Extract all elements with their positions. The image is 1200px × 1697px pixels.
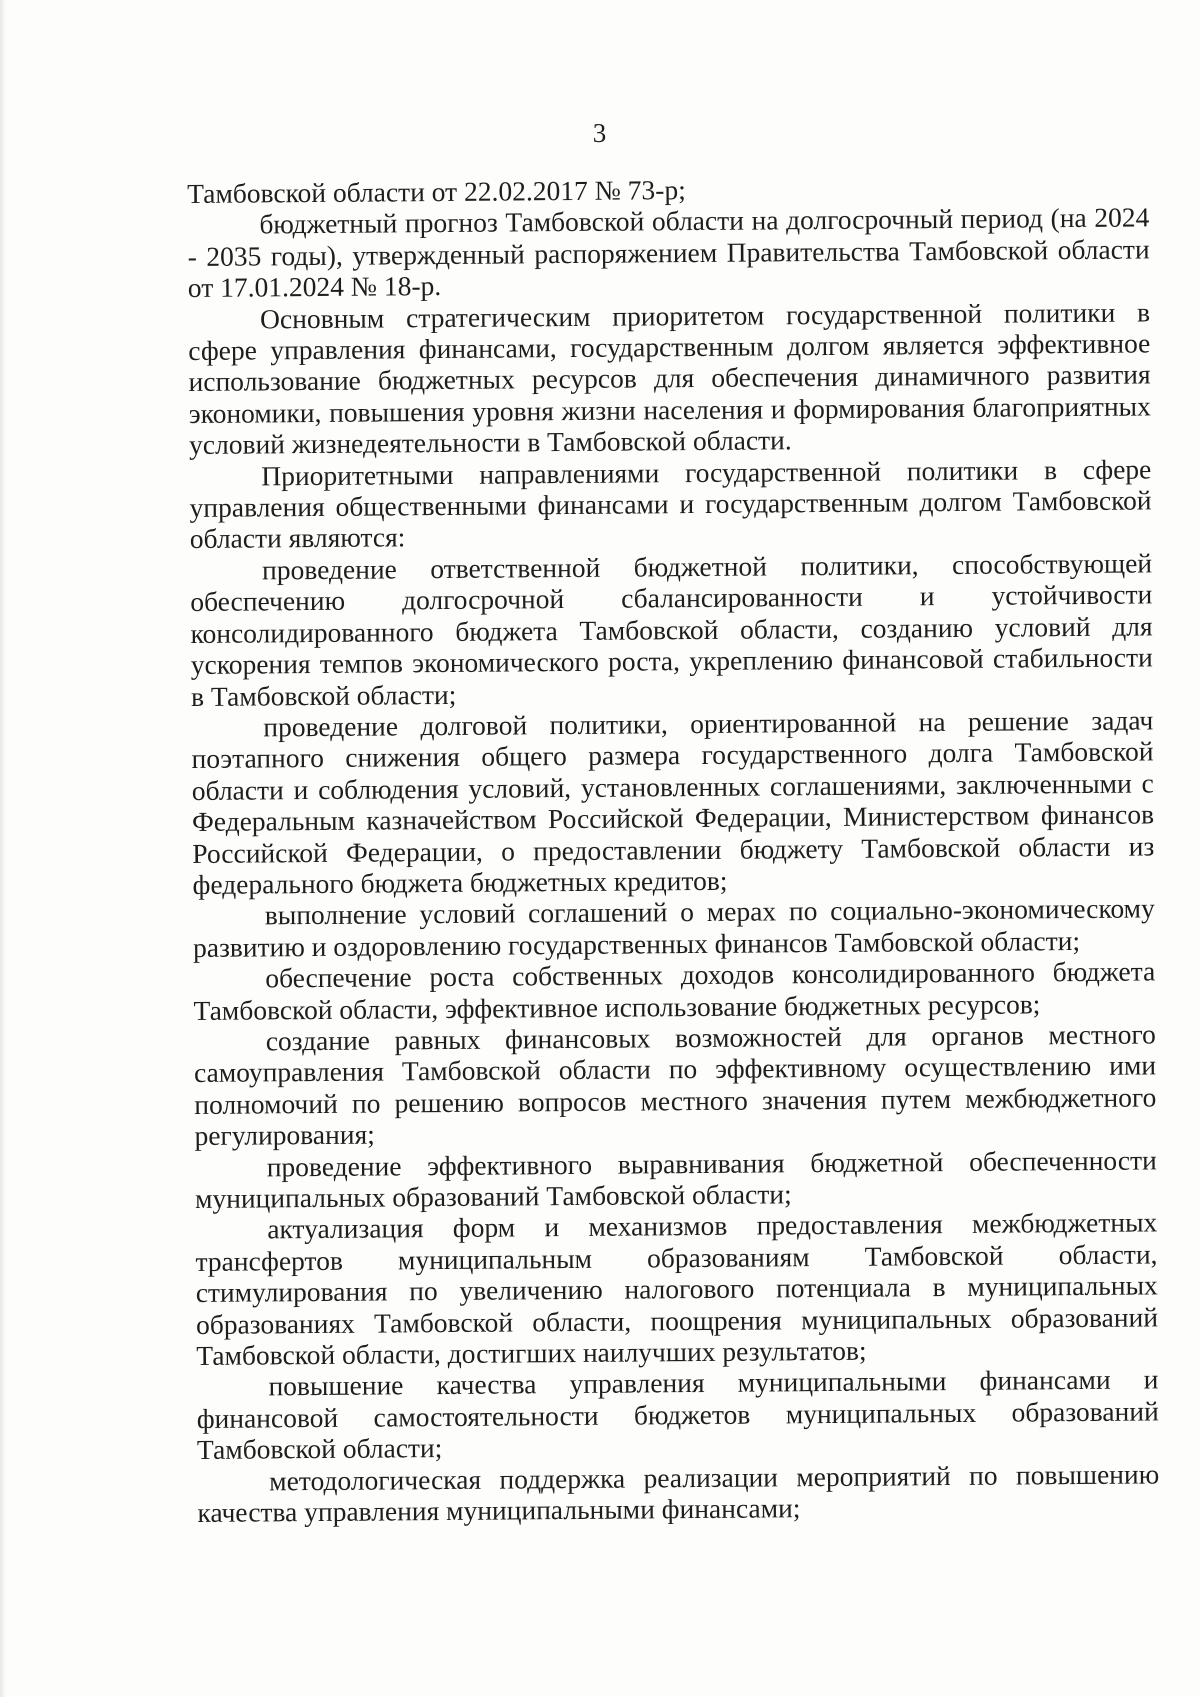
list-item-equalization: проведение эффективного выравнивания бюджетной обеспеченности муниципальных образований Тамбовской области; xyxy=(194,1144,1157,1214)
list-item-equal-opportunities: создание равных финансовых возможностей для органов местного самоуправления Тамбовской области по эффективному осуществлению ими полномочий по решению вопросов местного значения путем межбюджетного регулирования; xyxy=(193,1018,1157,1152)
list-item-agreements: выполнение условий соглашений о мерах по социально-экономическому развитию и оздоровлению государственных финансов Тамбовской области; xyxy=(192,892,1155,963)
list-item-revenue-growth: обеспечение роста собственных доходов консолидированного бюджета Тамбовской области, эффективное использование бюджетных ресурсов; xyxy=(193,955,1156,1026)
list-item-methodological-support: методологическая поддержка реализации мероприятий по повышению качества управления муниципальными финансами; xyxy=(197,1458,1160,1529)
page-number: 3 xyxy=(592,118,608,148)
list-item-quality-management: повышение качества управления муниципальными финансами и финансовой самостоятельности бюджетов муниципальных образований Тамбовской области; xyxy=(196,1363,1159,1466)
paragraph-budget-forecast: бюджетный прогноз Тамбовской области на долгосрочный период (на 2024 - 2035 годы), утвержденный распоряжением Правительства Тамбовской области от 17.01.2024 № 18-р. xyxy=(187,201,1150,304)
list-item-debt-policy: проведение долговой политики, ориентированной на решение задач поэтапного снижения общего размера государственного долга Тамбовской области и соблюдения условий, установленных соглашениями, заключенными с Федеральным казначейством Российской Федерации, Министерством финансов Российской Федерации, о предоставлении бюджету Тамбовской области из федерального бюджета бюджетных кредитов; xyxy=(191,704,1155,900)
document-body xyxy=(187,170,1160,1528)
list-item-budget-policy: проведение ответственной бюджетной политики, способствующей обеспечению долгосрочной сбалансированности и устойчивости консолидированного бюджета Тамбовской области, созданию условий для ускорения темпов экономического роста, укреплению финансовой стабильности в Тамбовской области; xyxy=(190,547,1153,712)
scan-edge-shadow xyxy=(0,0,6,1697)
paragraph-continuation: Тамбовской области от 22.02.2017 № 73-р; xyxy=(187,174,686,209)
paragraph-strategic-priority: Основным стратегическим приоритетом государственной политики в сфере управления финансами, государственным долгом является эффективное использование бюджетных ресурсов для обеспечения динамичного развития экономики, повышения уровня жизни населения и формирования благоприятных условий жизнедеятельности в Тамбовской области. xyxy=(188,296,1151,461)
paragraph-priority-directions: Приоритетными направлениями государственной политики в сфере управления общественными финансами и государственным долгом Тамбовской области являются: xyxy=(189,453,1152,555)
list-item-transfers: актуализация форм и механизмов предоставления межбюджетных трансфертов муниципальным образованиям Тамбовской области, стимулирования по увеличению налогового потенциала в муниципальных образованиях Тамбовской области, поощрения муниципальных образований Тамбовской области, достигших наилучших результатов; xyxy=(195,1206,1159,1371)
